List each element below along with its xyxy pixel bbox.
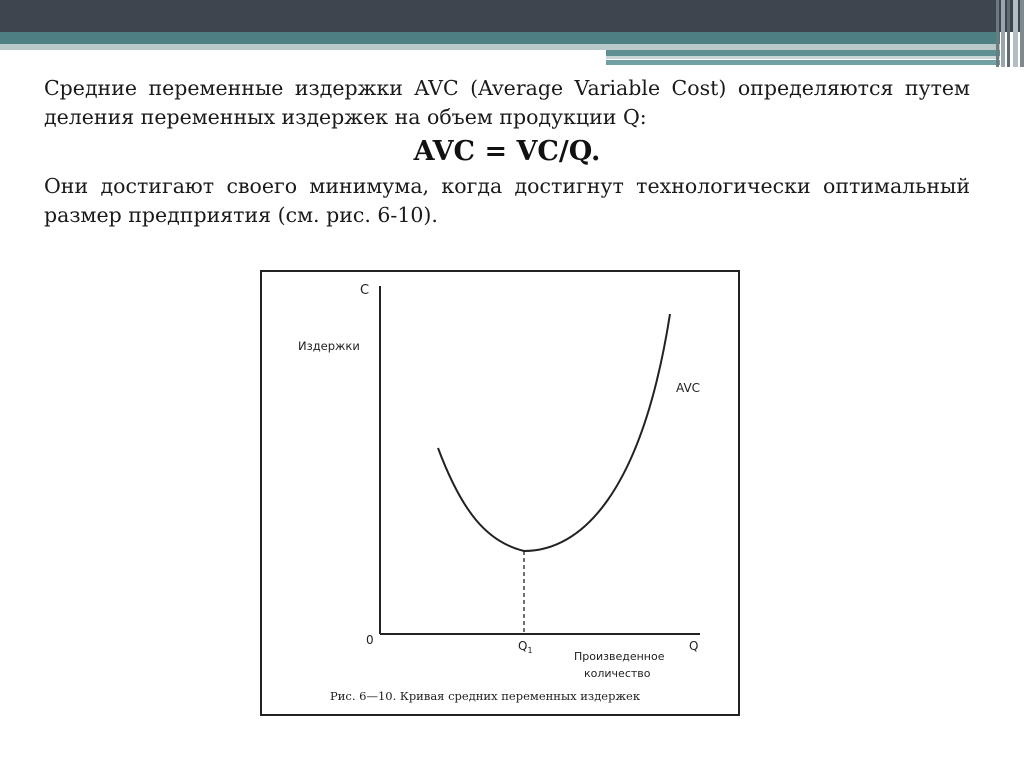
q1-tick-label: $Q_1$ — [518, 639, 533, 655]
origin-label: 0 — [366, 633, 374, 647]
x-axis-title-line1: Произведенное — [574, 650, 665, 663]
avc-formula: AVC = VC/Q. — [413, 136, 601, 167]
figure-caption: Рис. 6—10. Кривая средних переменных издержек — [330, 689, 641, 703]
intro-paragraph: Средние переменные издержки AVC (Average Variable Cost) определяются путем деления переменных издержек на объем продукции Q: — [44, 76, 970, 129]
avc-chart — [262, 272, 738, 714]
top-teal-stripe — [0, 32, 1000, 44]
minimum-paragraph: Они достигают своего минимума, когда достигнут технологически оптимальный размер предприятия (см. рис. 6-10). — [44, 174, 970, 227]
x-axis-letter: Q — [689, 639, 699, 653]
slide-text-body — [44, 74, 970, 230]
top-banner-bar — [0, 0, 1024, 32]
x-axis-title-line2: количество — [584, 667, 651, 680]
y-axis-letter: C — [360, 283, 370, 298]
accent-stripe-2 — [606, 56, 1000, 59]
accent-stripe-3 — [606, 60, 1000, 65]
avc-figure — [260, 270, 740, 716]
avc-curve-label: AVC — [676, 381, 701, 395]
y-axis-title: Издержки — [298, 339, 360, 353]
avc-curve — [438, 314, 670, 551]
corner-decoration — [996, 0, 1024, 67]
